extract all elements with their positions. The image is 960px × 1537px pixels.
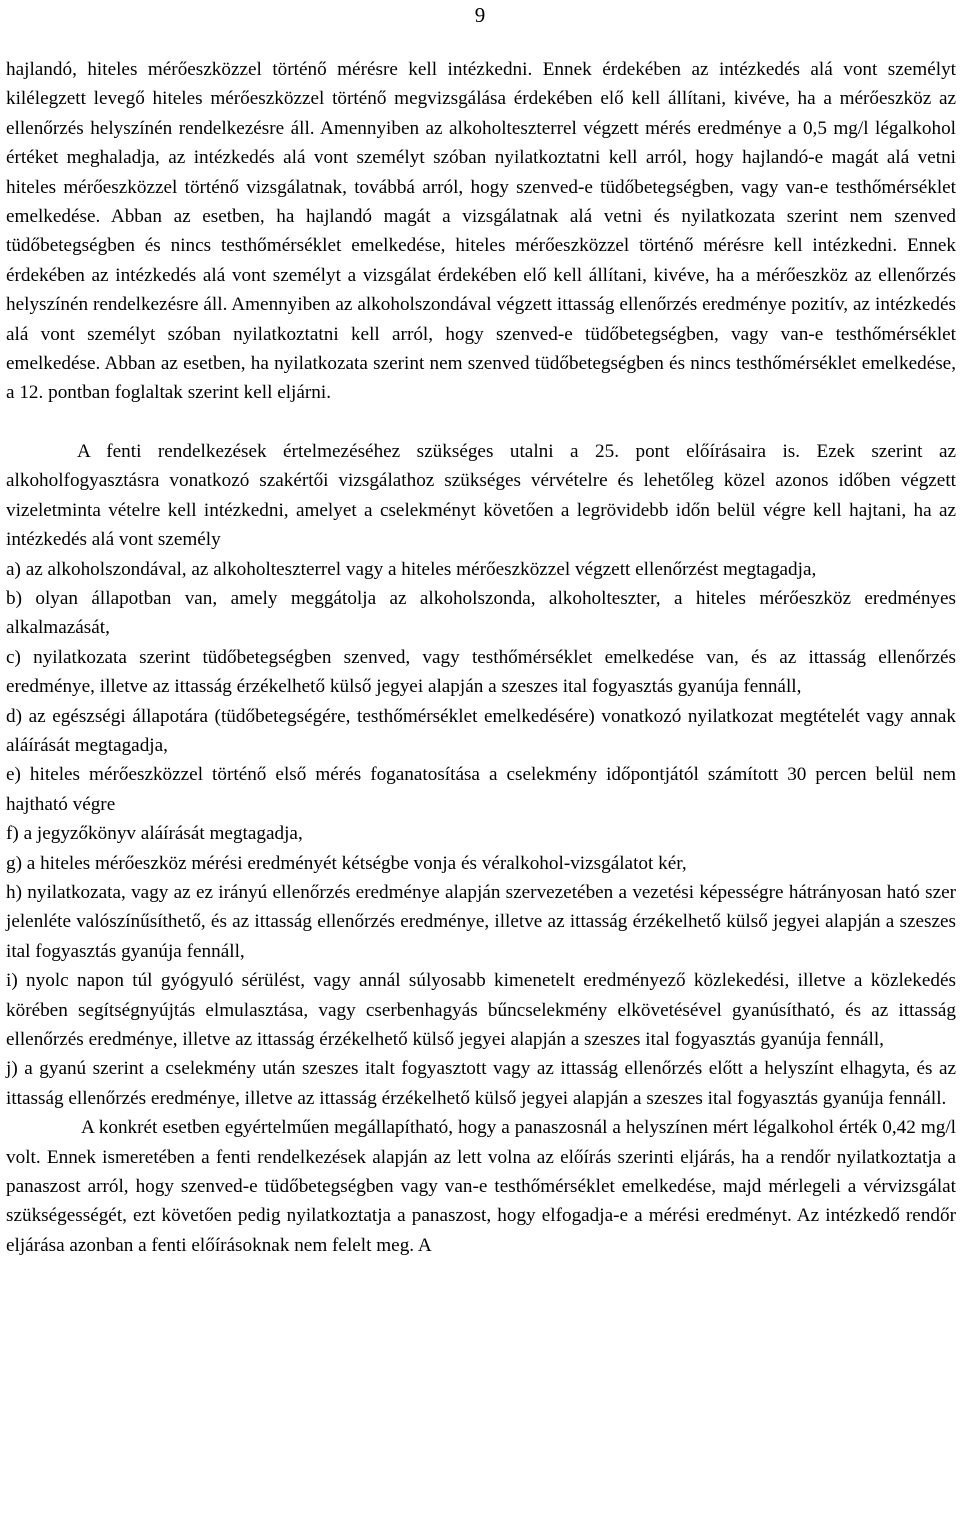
- paragraph-alcohol-test-procedure: hajlandó, hiteles mérőeszközzel történő mérésre kell intézkedni. Ennek érdekében az intézkedés alá vont személyt kilélegzett levegő hiteles mérőeszközzel történő megvizsgálása érdekében elő kell állítani, kivéve, ha a mérőeszköz az ellenőrzés helyszínén rendelkezésre áll. Amennyiben az alkoholteszterrel végzett mérés eredménye a 0,5 mg/l légalkohol értéket meghaladja, az intézkedés alá vont személyt szóban nyilatkoztatni kell arról, hogy hajlandó-e magát alá vetni hiteles mérőeszközzel történő vizsgálatnak, továbbá arról, hogy szenved-e tüdőbetegségben, vagy van-e testhőmérséklet emelkedése. Abban az esetben, ha hajlandó magát a vizsgálatnak alá vetni és nyilatkozata szerint nem szenved tüdőbetegségben és nincs testhőmérséklet emelkedése, hiteles mérőeszközzel történő mérésre kell intézkedni. Ennek érdekében az intézkedés alá vont személyt a vizsgálat érdekében elő kell állítani, kivéve, ha a mérőeszköz az ellenőrzés helyszínén rendelkezésre áll. Amennyiben az alkoholszondával végzett ittasság ellenőrzés eredménye pozitív, az intézkedés alá vont személyt szóban nyilatkoztatni kell arról, hogy szenved-e tüdőbetegségben, vagy van-e testhőmérséklet emelkedése. Abban az esetben, ha nyilatkozata szerint nem szenved tüdőbetegségben és nincs testhőmérséklet emelkedése, a 12. pontban foglaltak szerint kell eljárni.: [6, 59, 956, 404]
- list-item-g: g) a hiteles mérőeszköz mérési eredményét kétségbe vonja és véralkohol-vizsgálatot kér,: [6, 852, 687, 874]
- body-text: [6, 55, 956, 1260]
- paragraph-interpretation: A fenti rendelkezések értelmezéséhez szükséges utalni a 25. pont előírásaira is. Ezek szerint az alkoholfogyasztásra vonatkozó szakértői vizsgálathoz szükséges vérvételre és lehetőleg közel azonos időben végzett vizeletminta vételre kell intézkedni, amelyet a cselekményt követően a legrövidebb időn belül végre kell hajtani, ha az intézkedés alá vont személy: [6, 440, 956, 551]
- list-item-b: b) olyan állapotban van, amely meggátolja az alkoholszonda, alkoholteszter, a hiteles mérőeszköz eredményes alkalmazását,: [6, 587, 956, 639]
- list-item-i: i) nyolc napon túl gyógyuló sérülést, vagy annál súlyosabb kimenetelt eredményező közlekedési, illetve a közlekedés körében segítségnyújtás elmulasztása, vagy cserbenhagyás bűncselekmény elkövetésével gyanúsítható, és az ittasság ellenőrzés eredménye, illetve az ittasság érzékelhető külső jegyei alapján a szeszes ital fogyasztás gyanúja fennáll,: [6, 970, 956, 1050]
- list-item-h: h) nyilatkozata, vagy az ez irányú ellenőrzés eredménye alapján szervezetében a vezetési képességre hátrányosan ható szer jelenléte valószínűsíthető, és az ittasság ellenőrzés eredménye, illetve az ittasság érzékelhető külső jegyei alapján a szeszes ital fogyasztás gyanúja fennáll,: [6, 881, 956, 962]
- list-item-e: e) hiteles mérőeszközzel történő első mérés foganatosítása a cselekmény időpontjától számított 30 percen belül nem hajtható végre: [6, 764, 956, 815]
- page-number: 9: [474, 3, 486, 27]
- list-item-d: d) az egészségi állapotára (tüdőbetegségére, testhőmérséklet emelkedésére) vonatkozó nyilatkozat megtételét vagy annak aláírását megtagadja,: [6, 705, 956, 756]
- list-item-f: f) a jegyzőkönyv aláírását megtagadja,: [6, 823, 303, 845]
- paragraph-concrete-case: A konkrét esetben egyértelműen megállapítható, hogy a panaszosnál a helyszínen mért légalkohol érték 0,42 mg/l volt. Ennek ismeretében a fenti rendelkezések alapján az lett volna az előírás szerinti eljárás, ha a rendőr nyilatkoztatja a panaszost arról, hogy szenved-e tüdőbetegségben vagy van-e testhőmérséklet emelkedése, majd mérlegeli a vérvizsgálat szükségességét, ezt követően pedig nyilatkoztatja a panaszost, hogy elfogadja-e a mérési eredményt. Az intézkedő rendőr eljárása azonban a fenti előírásoknak nem felelt meg. A: [6, 1117, 956, 1256]
- paragraph-gap: [6, 408, 956, 437]
- list-item-j: j) a gyanú szerint a cselekmény után szeszes italt fogyasztott vagy az ittasság ellenőrzés előtt a helyszínt elhagyta, és az ittasság ellenőrzés eredménye, illetve az ittasság érzékelhető külső jegyei alapján a szeszes ital fogyasztás gyanúja fennáll.: [6, 1058, 956, 1109]
- list-item-a: a) az alkoholszondával, az alkoholteszterrel vagy a hiteles mérőeszközzel végzett ellenőrzést megtagadja,: [6, 558, 817, 580]
- list-item-c: c) nyilatkozata szerint tüdőbetegségben szenved, vagy testhőmérséklet emelkedése van, és az ittasság ellenőrzés eredménye, illetve az ittasság érzékelhető külső jegyei alapján a szeszes ital fogyasztás gyanúja fennáll,: [6, 646, 956, 698]
